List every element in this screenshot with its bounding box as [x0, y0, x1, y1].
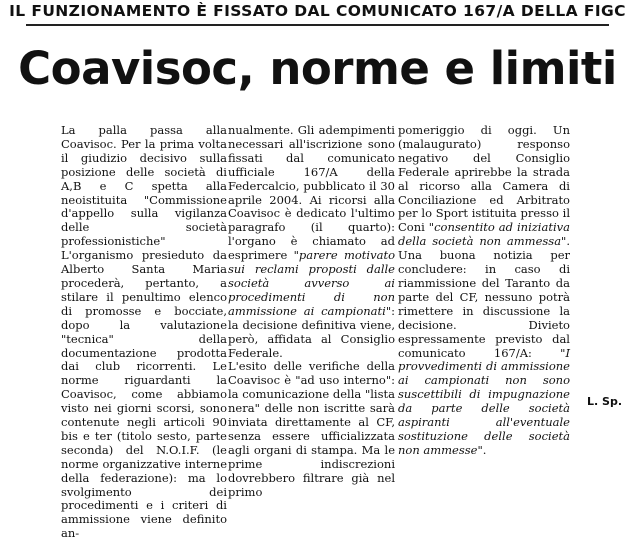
column-2-text: [228, 124, 395, 360]
col2-part-b: : la decisione definitiva viene, però, affidata al Consiglio Federale.: [228, 303, 395, 360]
col2-quote: "parere motivato sui reclami proposti dalle società avverso ai procedimenti di non ammissione ai campionati": [228, 248, 395, 318]
col3-quote-1: "consentito ad iniziativa della società non ammessa": [398, 220, 570, 249]
top-rule: [26, 24, 609, 26]
column-3-text: [398, 124, 570, 458]
column-2: [228, 123, 395, 499]
kicker: IL FUNZIONAMENTO È FISSATO DAL COMUNICATO 167/A DELLA FIGC: [9, 2, 626, 20]
col3-part-c: .: [482, 442, 487, 457]
column-1-text: La palla passa alla Coavisoc. Per la prima volta il giudizio decisivo sulla posizione delle società di A,B e C spetta alla neoistituita "Commissione d'appello sulla vigilanza delle società professionistiche" L'organismo presieduto da Alberto Santa Maria procederà, pertanto, a stilare il penultimo elenco di promosse e bocciate, dopo la valutazione "tecnica" della documentazione prodotta dai club ricorrenti. Le norme riguardanti la Coavisoc, come abbiamo visto nei giorni scorsi, sono contenute negli articoli 90 bis e ter (titolo sesto, parte seconda) del N.O.I.F. (le norme organizzative interne della federazione): ma lo svolgimento dei procedimenti e i criteri di ammissione viene definito an-: [61, 123, 227, 541]
signature: L. Sp.: [587, 395, 622, 408]
column-3: [398, 123, 571, 457]
col3-quote-2: "I provvedimenti di ammissione ai campionati non sono suscettibili di impugnazione da parte delle società aspiranti all'eventuale sostituzione delle società non ammesse": [398, 345, 571, 457]
column-2-para-2: L'esito delle verifiche della Coavisoc è "ad uso interno": la comunicazione della "lista nera" delle non iscritte sarà inviata direttamente al CF, senza essere ufficializzata agli organi di stampa. Ma le prime indiscrezioni dovrebbero filtrare già nel primo: [228, 359, 395, 499]
col2-part-a: nualmente. Gli adempimenti necessari all'iscrizione sono fissati dal comunicato ufficiale 167/A della Federcalcio, pubblicato il 30 aprile 2004. Ai ricorsi alla Coavisoc è dedicato l'ultimo paragrafo (il quarto): l'organo è chiamato ad esprimere: [228, 123, 395, 263]
col3-part-b: . Una buona notizia per concludere: in caso di riammissione del Taranto da parte del CF, nessuno potrà rimettere in discussione la decisione. Divieto espressamente previsto dal comunicato 167/A:: [398, 234, 570, 360]
headline: Coavisoc, norme e limiti: [18, 42, 617, 95]
col3-part-a: pomeriggio di oggi. Un (malaugurato) responso negativo del Consiglio Federale aprirebbe la strada al ricorso alla Camera di Conciliazione ed Arbitrato per lo Sport istituita presso il Coni: [398, 123, 570, 235]
column-1: [61, 123, 227, 541]
